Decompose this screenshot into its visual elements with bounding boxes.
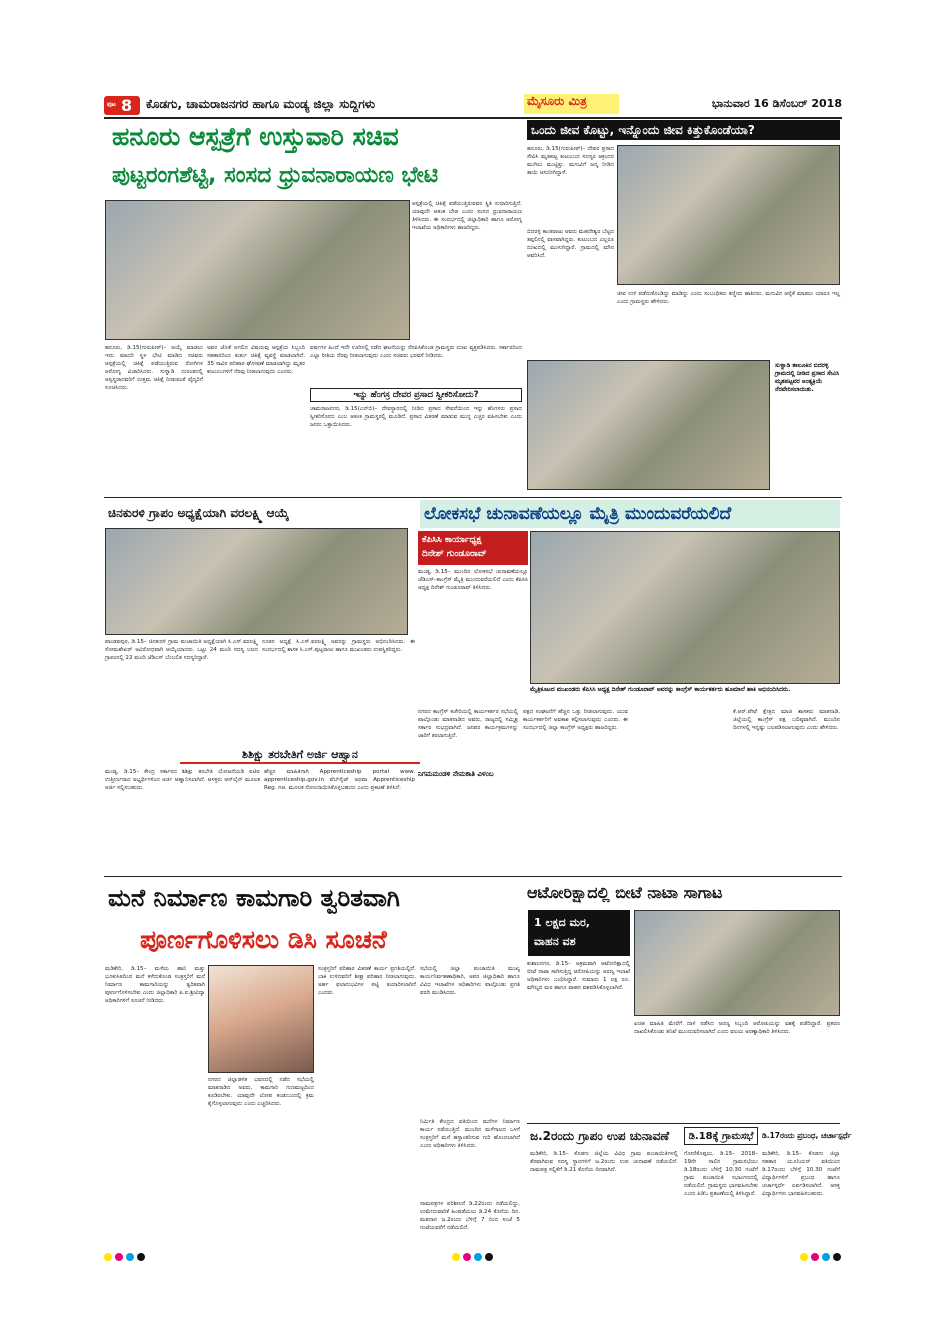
story2-body-col2: ಬಿದರಳ್ಳಿ ಕಾಂತರಾಜು ಅವರು ಮಹದೇಶ್ವರ ಬೆಟ್ಟದ ತಪ್ಪಲಿನಲ್ಲಿ ವಾಸವಾಗಿದ್ದರು. ಕುಟುಂಬದ ಎಲ್ಲರೂ ದುಃಖದಲ್ಲಿ ಮುಳುಗಿದ್ದಾರೆ. ಗ್ರಾಮದಲ್ಲಿ ಮೌನ ಆವರಿಸಿದೆ. <box>527 229 614 260</box>
story2-photo-mourning <box>617 145 840 285</box>
story5-body-col1: ಮಂಡ್ಯ, ಡಿ.15– ಕೇಂದ್ರ ಸರ್ಕಾರದ ಶಿಶಿಕ್ಷು ತರಬೇತಿ ಯೋಜನೆಯಡಿ ಐಟಿಐ ಉತ್ತೀರ್ಣರಾದ ಅಭ್ಯರ್ಥಿಗಳಿಂದ ಅರ್ಜಿ ಆಹ್ವಾನಿಸಲಾಗಿದೆ. ಆಸಕ್ತರು ಆನ್‌ಲೈನ್ ಮೂಲಕ ಅರ್ಜಿ ಸಲ್ಲಿಸಬಹುದು. <box>105 769 260 792</box>
page-header <box>104 94 842 117</box>
registration-dot-black <box>485 1253 493 1261</box>
story9-body: ಗೋಣಿಕೊಪ್ಪಲು, ಡಿ.15– 2018–19ನೇ ಸಾಲಿನ ಗ್ರಾಮಸಭೆಯು ಡಿ.18ರಂದು ಬೆಳಿಗ್ಗೆ 10.30 ಗಂಟೆಗೆ ಗ್ರಾಮ ಪಂಚಾಯಿತಿ ಸಭಾಂಗಣದಲ್ಲಿ ನಡೆಯಲಿದೆ. ಗ್ರಾಮಸ್ಥರು ಭಾಗವಹಿಸಬೇಕು ಎಂದು ಪಿಡಿಓ ಪ್ರಕಟಣೆಯಲ್ಲಿ ತಿಳಿಸಿದ್ದಾರೆ. <box>684 1151 758 1198</box>
registration-dot-cyan <box>822 1253 830 1261</box>
story7-headline: ಆಟೋರಿಕ್ಷಾದಲ್ಲಿ ಬೀಟೆ ನಾಟಾ ಸಾಗಾಟ <box>527 883 723 902</box>
story4-tag-line1: ಕೆಪಿಸಿಸಿ ಕಾರ್ಯಾಧ್ಯಕ್ಷ <box>422 535 482 545</box>
story1-photo <box>105 200 410 340</box>
story4-tag <box>418 531 528 565</box>
divider-row2 <box>104 876 842 877</box>
story4-body-col2: ನಗರದ ಕಾಂಗ್ರೆಸ್ ಕಚೇರಿಯಲ್ಲಿ ಕಾರ್ಯಕರ್ತರ ಸಭೆಯಲ್ಲಿ ಪಾಲ್ಗೊಂಡು ಮಾತನಾಡಿದ ಅವರು, ರಾಜ್ಯದಲ್ಲಿ ಸಮ್ಮಿಶ್ರ ಸರ್ಕಾರ ಸುಭದ್ರವಾಗಿದೆ. ಜನಪರ ಕಾರ್ಯಕ್ರಮಗಳನ್ನು ಜಾರಿಗೆ ತರಲಾಗುತ್ತಿದೆ. <box>418 709 518 740</box>
registration-dot-magenta <box>115 1253 123 1261</box>
issue-date: ಭಾನುವಾರ 16 ಡಿಸೆಂಬರ್ 2018 <box>711 97 842 110</box>
divider-row3 <box>527 1123 840 1124</box>
story4-headline: ಲೋಕಸಭೆ ಚುನಾವಣೆಯಲ್ಲೂ ಮೈತ್ರಿ ಮುಂದುವರೆಯಲಿದೆ <box>420 500 840 528</box>
registration-dot-yellow <box>104 1253 112 1261</box>
story3-body-col2: ನೂತನ ಅಧ್ಯಕ್ಷೆ ಸಿ.ಎಸ್.ವರಲಕ್ಷ್ಮಿ ಅವರನ್ನು ಗ್ರಾಮಸ್ಥರು ಅಭಿನಂದಿಸಿದರು. ಈ ಸಂದರ್ಭದಲ್ಲಿ ಶಾಸಕ ಸಿ.ಎಸ್.ಪುಟ್ಟರಾಜು ಹಾಗೂ ಮುಖಂಡರು ಉಪಸ್ಥಿತರಿದ್ದರು. <box>262 639 415 654</box>
story4-tag-line2: ದಿನೇಶ್ ಗುಂಡೂರಾವ್ <box>422 549 487 559</box>
page-number: 8 <box>121 96 133 115</box>
story6-headline-line1: ಮನೆ ನಿರ್ಮಾಣ ಕಾಮಗಾರಿ ತ್ವರಿತವಾಗಿ <box>108 884 400 912</box>
story10-headline: ಡಿ.17ರಂದು ಪ್ರಬಂಧ, ಚರ್ಚಾಸ್ಪರ್ಧೆ <box>762 1131 852 1140</box>
story6-body-col3: ಸಂತ್ರಸ್ತರಿಗೆ ಪರಿಹಾರ ವಿತರಣೆ ಕಾರ್ಯ ಪ್ರಗತಿಯಲ್ಲಿದೆ. ಬಾಕಿ ಉಳಿದವರಿಗೆ ಶೀಘ್ರ ಪರಿಹಾರ ನೀಡಲಾಗುವುದು. ಅರ್ಹ ಫಲಾನುಭವಿಗಳ ಪಟ್ಟಿ ತಯಾರಿಸಲಾಗಿದೆ ಎಂದರು. <box>318 966 416 997</box>
story4-sub-headline: ನಿಗಮಮಂಡಳಿ ನೇಮಕಾತಿ ವಿಳಂಬ <box>418 770 518 781</box>
registration-dot-magenta <box>463 1253 471 1261</box>
page-number-badge <box>104 96 140 115</box>
registration-dots-center <box>452 1246 512 1256</box>
story1-sub-body: ಚಾಮರಾಜನಗರ, ಡಿ.15(ಎನ್‌ಬಿ)– ದೇವಸ್ಥಾನದಲ್ಲಿ ನೀಡಿದ ಪ್ರಸಾದ ಸೇವನೆಯಿಂದ ಇನ್ನು ಹೆಂಗಸರು ಪ್ರಸಾದ ಸ್ವೀಕರಿಸೋದು ಎಂಬ ಆತಂಕ ಗ್ರಾಮಸ್ಥರಲ್ಲಿ ಮೂಡಿದೆ. ಪ್ರಸಾದ ವಿತರಣೆ ಮಾಡುವ ಮುನ್ನ ಎಚ್ಚರ ವಹಿಸಬೇಕು ಎಂದು ಜನರು ಒತ್ತಾಯಿಸಿದರು. <box>310 406 522 429</box>
story1-body-col4: ವರ್ಷಗಳ ಹಿಂದೆ ಇದೇ ಊರಿನಲ್ಲಿ ನಡೆದ ಘಟನೆಯನ್ನು ನೆನಪಿಸಿಕೊಂಡ ಗ್ರಾಮಸ್ಥರು ದುಃಖ ವ್ಯಕ್ತಪಡಿಸಿದರು. ಸರ್ಕಾರದಿಂದ ಎಲ್ಲಾ ರೀತಿಯ ನೆರವು ನೀಡಲಾಗುವುದು ಎಂದು ಸಚಿವರು ಭರವಸೆ ನೀಡಿದರು. <box>310 345 522 360</box>
story8-headline: ಜ.2ರಂದು ಗ್ರಾಪಂ ಉಪ ಚುನಾವಣೆ <box>530 1129 670 1143</box>
story8-body-col2: ನಾಮಪತ್ರಗಳ ಪರಿಶೀಲನೆ ಡಿ.22ರಂದು ನಡೆಯಲಿದ್ದು, ಉಮೇದುವಾರಿಕೆ ಹಿಂಪಡೆಯಲು ಡಿ.24 ಕೊನೆಯ ದಿನ. ಮತದಾನ ಜ.2ರಂದು ಬೆಳಿಗ್ಗೆ 7 ರಿಂದ ಸಂಜೆ 5 ಗಂಟೆಯವರೆಗೆ ನಡೆಯಲಿದೆ. <box>420 1200 520 1246</box>
story7-photo-seized-timber <box>634 910 840 1016</box>
story3-photo <box>105 528 408 635</box>
story3-body-col1: ಪಾಂಡವಪುರ, ಡಿ.15– ಚಿನಕುರಳಿ ಗ್ರಾಮ ಪಂಚಾಯಿತಿ ಅಧ್ಯಕ್ಷೆಯಾಗಿ ಸಿ.ಎಸ್.ವರಲಕ್ಷ್ಮಿ ಸೋಮಶೇಖರ್ ಅವಿರೋಧವಾಗಿ ಆಯ್ಕೆಯಾದರು. ಒಟ್ಟು 24 ಮಂದಿ ಸದಸ್ಯ ಬಲದ ಗ್ರಾಪಂನಲ್ಲಿ 22 ಮಂದಿ ಜೆಡಿಎಸ್ ಬೆಂಬಲಿತ ಸದಸ್ಯರಿದ್ದಾರೆ. <box>105 639 258 662</box>
registration-dot-black <box>137 1253 145 1261</box>
story1-sub-headline: ಇನ್ನು ಹೆಂಗಸ್ರ ದೇವರ ಪ್ರಸಾದ ಸ್ವೀಕರಿಸೋದು? <box>310 388 522 402</box>
registration-dot-black <box>833 1253 841 1261</box>
story6-body-col1: ಮಡಿಕೇರಿ, ಡಿ.15– ಮಳೆಯ ಹಾನಿ ಮತ್ತು ಭೂಕುಸಿತದಿಂದ ಮನೆ ಕಳೆದುಕೊಂಡ ಸಂತ್ರಸ್ತರಿಗೆ ಮನೆ ನಿರ್ಮಾಣ ಕಾಮಗಾರಿಯನ್ನು ತ್ವರಿತವಾಗಿ ಪೂರ್ಣಗೊಳಿಸಬೇಕು ಎಂದು ಜಿಲ್ಲಾಧಿಕಾರಿ ಪಿ.ಐ.ಶ್ರೀವಿದ್ಯಾ ಅಧಿಕಾರಿಗಳಿಗೆ ಸೂಚನೆ ನೀಡಿದರು. <box>105 966 205 1005</box>
story6-body-col5: ನಿರ್ಮಿತಿ ಕೇಂದ್ರದ ವತಿಯಿಂದ ಮನೆಗಳ ನಿರ್ಮಾಣ ಕಾರ್ಯ ನಡೆಯುತ್ತಿದೆ. ಮುಂದಿನ ಮಳೆಗಾಲದ ಒಳಗೆ ಸಂತ್ರಸ್ತರಿಗೆ ಮನೆ ಹಸ್ತಾಂತರಿಸುವ ಗುರಿ ಹೊಂದಲಾಗಿದೆ ಎಂದು ಅಧಿಕಾರಿಗಳು ತಿಳಿಸಿದರು. <box>420 1119 520 1150</box>
story6-body-col2: ನಗರದ ಜಿಲ್ಲಾಡಳಿತ ಭವನದಲ್ಲಿ ನಡೆದ ಸಭೆಯಲ್ಲಿ ಮಾತನಾಡಿದ ಅವರು, ಕಾಮಗಾರಿ ಗುಣಮಟ್ಟದಿಂದ ಕೂಡಿರಬೇಕು. ಯಾವುದೇ ಲೋಪ ಕಂಡುಬಂದಲ್ಲಿ ಕ್ರಮ ಕೈಗೊಳ್ಳಲಾಗುವುದು ಎಂದು ಎಚ್ಚರಿಸಿದರು. <box>208 1077 314 1108</box>
story2-headline: ಒಂದು ಜೀವ ಕೊಟ್ಟು, ಇನ್ನೊಂದು ಜೀವ ಕಿತ್ತುಕೊಂಡೆಯಾ? <box>527 120 840 140</box>
story4-photo <box>530 531 840 684</box>
paper-name-logo: ಮೈಸೂರು ಮಿತ್ರ <box>524 94 619 114</box>
story5-body-col2: ಹೆಚ್ಚಿನ ಮಾಹಿತಿಗಾಗಿ Apprenticeship portal www. apprenticeship.gov.in ವೆಬ್‌ಸೈಟ್ ಅಥವಾ Apprenticeship Reg. no. ಮೂಲಕ ನೋಂದಾಯಿಸಿಕೊಳ್ಳಬಹುದು ಎಂದು ಪ್ರಕಟಣೆ ತಿಳಿಸಿದೆ. <box>264 769 415 792</box>
story1-body-col3: ಆಸ್ಪತ್ರೆಯಲ್ಲಿ ಚಿಕಿತ್ಸೆ ಪಡೆಯುತ್ತಿರುವವರ ಸ್ಥಿತಿ ಸುಧಾರಿಸುತ್ತಿದೆ. ಯಾವುದೇ ಆತಂಕ ಬೇಡ ಎಂದು ಸಂಸದ ಧ್ರುವನಾರಾಯಣ ತಿಳಿಸಿದರು. ಈ ಸಂದರ್ಭದಲ್ಲಿ ಜಿಲ್ಲಾಧಿಕಾರಿ ಹಾಗೂ ಆರೋಗ್ಯ ಇಲಾಖೆಯ ಅಧಿಕಾರಿಗಳು ಹಾಜರಿದ್ದರು. <box>412 201 522 232</box>
story4-body-col3: ಪಕ್ಷದ ಸಂಘಟನೆಗೆ ಹೆಚ್ಚಿನ ಒತ್ತು ನೀಡಲಾಗುವುದು. ಯುವ ಕಾರ್ಯಕರ್ತರಿಗೆ ಅವಕಾಶ ಕಲ್ಪಿಸಲಾಗುವುದು ಎಂದರು. ಈ ಸಂದರ್ಭದಲ್ಲಿ ಜಿಲ್ಲಾ ಕಾಂಗ್ರೆಸ್ ಅಧ್ಯಕ್ಷರು ಹಾಜರಿದ್ದರು. <box>523 709 628 732</box>
story7-tag-line2: ವಾಹನ ವಶ <box>534 935 576 948</box>
story6-body-col4: ಸಭೆಯಲ್ಲಿ ಜಿಲ್ಲಾ ಪಂಚಾಯಿತಿ ಮುಖ್ಯ ಕಾರ್ಯನಿರ್ವಹಣಾಧಿಕಾರಿ, ಅಪರ ಜಿಲ್ಲಾಧಿಕಾರಿ ಹಾಗೂ ವಿವಿಧ ಇಲಾಖೆಗಳ ಅಧಿಕಾರಿಗಳು ಪಾಲ್ಗೊಂಡು ಪ್ರಗತಿ ವರದಿ ಮಂಡಿಸಿದರು. <box>420 966 520 997</box>
registration-dot-yellow <box>800 1253 808 1261</box>
story2-body-col1: ಹನೂರು, ಡಿ.15(ಗುರುಪೀಠ್‌)– ದೇವರ ಪ್ರಸಾದ ಸೇವಿಸಿ ಮೃತಪಟ್ಟ ಕುಟುಂಬದ ಸದಸ್ಯರ ಆಕ್ರಂದನ ಮುಗಿಲು ಮುಟ್ಟಿತ್ತು. ಮಗುವಿಗೆ ಜನ್ಮ ನೀಡಿದ ತಾಯಿ ಅಸುನೀಗಿದ್ದಾಳೆ. <box>527 146 614 177</box>
story1-headline-line1: ಹನೂರು ಆಸ್ಪತ್ರೆಗೆ ಉಸ್ತುವಾರಿ ಸಚಿವ <box>112 122 399 151</box>
story8-body-col1: ಮಡಿಕೇರಿ, ಡಿ.15– ಕೊಡಗು ಜಿಲ್ಲೆಯ ವಿವಿಧ ಗ್ರಾಮ ಪಂಚಾಯಿತಿಗಳಲ್ಲಿ ತೆರವಾಗಿರುವ ಸದಸ್ಯ ಸ್ಥಾನಗಳಿಗೆ ಜ.2ರಂದು ಉಪ ಚುನಾವಣೆ ನಡೆಯಲಿದೆ. ನಾಮಪತ್ರ ಸಲ್ಲಿಕೆಗೆ ಡಿ.21 ಕೊನೆಯ ದಿನವಾಗಿದೆ. <box>530 1151 678 1174</box>
story1-body-col2: ಅವರ ಜೊತೆ ಅಗಲಿದ ವಿಷಯವು ಆಸ್ಪತ್ರೆಯ ಸಿಬ್ಬಂದಿ ಸಹಕಾರದಿಂದ ತುರ್ತು ಚಿಕಿತ್ಸೆ ವ್ಯವಸ್ಥೆ ಮಾಡಲಾಗಿದೆ. 35 ಸಾವಿರ ಪರಿಹಾರ ಘೋಷಣೆ ಮಾಡಲಾಗಿದ್ದು ಮೃತರ ಕುಟುಂಬಗಳಿಗೆ ನೆರವು ನೀಡಲಾಗುವುದು ಎಂದರು. <box>207 345 305 376</box>
registration-dot-cyan <box>474 1253 482 1261</box>
section-title: ಕೊಡಗು, ಚಾಮರಾಜನಗರ ಹಾಗೂ ಮಂಡ್ಯ ಜಿಲ್ಲಾ ಸುದ್ದಿಗಳು <box>146 97 376 111</box>
registration-dot-magenta <box>811 1253 819 1261</box>
story1-headline-line2: ಪುಟ್ಟರಂಗಶೆಟ್ಟಿ, ಸಂಸದ ಧ್ರುವನಾರಾಯಣ ಭೇಟಿ <box>112 163 439 188</box>
registration-dots-left <box>104 1246 164 1256</box>
story2-photo-cremation <box>527 360 770 490</box>
story6-headline-line2: ಪೂರ್ಣಗೊಳಿಸಲು ಡಿಸಿ ಸೂಚನೆ <box>140 925 387 954</box>
registration-dot-cyan <box>126 1253 134 1261</box>
story4-photo-caption: ಮೈತ್ರಿಕೂಟದ ಮುಖಂಡರು ಕೆಪಿಸಿಸಿ ಅಧ್ಯಕ್ಷ ದಿನೇಶ್ ಗುಂಡೂರಾವ್ ಅವರನ್ನು ಕಾಂಗ್ರೆಸ್ ಕಾರ್ಯಕರ್ತರು ಹೂಮಾಲೆ ಹಾಕಿ ಅಭಿನಂದಿಸಿದರು. <box>530 686 791 693</box>
story10-body: ಮಡಿಕೇರಿ, ಡಿ.15– ಕೊಡಗು ಜಿಲ್ಲಾ ಸಹಕಾರ ಯೂನಿಯನ್ ವತಿಯಿಂದ ಡಿ.17ರಂದು ಬೆಳಿಗ್ಗೆ 10.30 ಗಂಟೆಗೆ ವಿದ್ಯಾರ್ಥಿಗಳಿಗೆ ಪ್ರಬಂಧ ಹಾಗೂ ಚರ್ಚಾಸ್ಪರ್ಧೆ ಏರ್ಪಡಿಸಲಾಗಿದೆ. ಆಸಕ್ತ ವಿದ್ಯಾರ್ಥಿಗಳು ಭಾಗವಹಿಸಬಹುದು. <box>762 1151 840 1198</box>
registration-dots-right <box>800 1246 844 1256</box>
story4-body-col1: ಮಂಡ್ಯ, ಡಿ.15– ಮುಂದಿನ ಲೋಕಸಭೆ ಚುನಾವಣೆಯಲ್ಲೂ ಜೆಡಿಎಸ್–ಕಾಂಗ್ರೆಸ್ ಮೈತ್ರಿ ಮುಂದುವರೆಯಲಿದೆ ಎಂದು ಕೆಪಿಸಿಸಿ ಅಧ್ಯಕ್ಷ ದಿನೇಶ್ ಗುಂಡೂರಾವ್ ತಿಳಿಸಿದರು. <box>418 569 528 592</box>
page-label: ಪುಟ <box>107 101 116 108</box>
story6-photo-dc <box>208 965 314 1073</box>
story1-body-col1: ಹನೂರು, ಡಿ.15(ಗುರುಪೀಠ್‌)– ಆಯ್ಕೆ ಮಾಡಲು ಇದು ಮಾದರಿ ಸ್ಥಳ ಭೇಟಿ ಮಾಡಿದ ಸಚಿವರು ಆಸ್ಪತ್ರೆಯಲ್ಲಿ ಚಿಕಿತ್ಸೆ ಪಡೆಯುತ್ತಿರುವ ರೋಗಿಗಳ ಆರೋಗ್ಯ ವಿಚಾರಿಸಿದರು. ಸುಳ್ವಾಡಿ ದುರಂತದಲ್ಲಿ ಅಸ್ವಸ್ಥರಾದವರಿಗೆ ಉತ್ತಮ ಚಿಕಿತ್ಸೆ ನೀಡುವಂತೆ ವೈದ್ಯರಿಗೆ ಸೂಚಿಸಿದರು. <box>105 345 203 392</box>
header-rule <box>104 117 842 119</box>
story3-headline: ಚಿನಕುರಳಿ ಗ್ರಾಪಂ ಅಧ್ಯಕ್ಷೆಯಾಗಿ ವರಲಕ್ಷ್ಮಿ ಆಯ್ಕೆ <box>108 506 289 520</box>
divider-row1 <box>104 497 842 498</box>
story7-tag-line1: 1 ಲಕ್ಷದ ಮರ, <box>534 916 590 929</box>
story5-headline: ಶಿಶಿಕ್ಷು ತರಬೇತಿಗೆ ಅರ್ಜಿ ಆಹ್ವಾನ <box>180 748 420 764</box>
story7-tag <box>528 910 630 956</box>
story9-headline: ಡಿ.18ಕ್ಕೆ ಗ್ರಾಮಸಭೆ <box>684 1127 758 1145</box>
story2-body-col3: ಜೀವ ಉಳಿ ಪಡೆದುಕೊಂಡಿದ್ದು ಮಾಡಿದ್ದು ಎಂದು ಸಂಬಂಧಿಕರು ಕಣ್ಣೀರು ಹಾಕಿದರು. ಮಗುವಿನ ಆರೈಕೆ ಮಾಡಲು ಯಾರೂ ಇಲ್ಲ ಎಂದು ಗ್ರಾಮಸ್ಥರು ಹೇಳಿದರು. <box>617 291 840 306</box>
story4-body-col4: ಕೆ.ಆರ್.ಪೇಟೆ ಕ್ಷೇತ್ರದ ಮಾಜಿ ಶಾಸಕರು ಮಾತನಾಡಿ, ಜಿಲ್ಲೆಯಲ್ಲಿ ಕಾಂಗ್ರೆಸ್ ಪಕ್ಷ ಬಲಿಷ್ಠವಾಗಿದೆ. ಮುಂದಿನ ದಿನಗಳಲ್ಲಿ ಇನ್ನಷ್ಟು ಬಲಪಡಿಸಲಾಗುವುದು ಎಂದು ಹೇಳಿದರು. <box>733 709 840 732</box>
story2-photo-caption: ಸುಳ್ವಾಡಿ ತಾಲೂಕಿನ ಬಿದರಳ್ಳಿ ಗ್ರಾಮದಲ್ಲಿ ನೀಡಿದ ಪ್ರಸಾದ ಸೇವಿಸಿ ಮೃತಪಟ್ಟವರ ಅಂತ್ಯಕ್ರಿಯೆ ನೆರವೇರಿಸಲಾಯಿತು. <box>775 362 840 393</box>
story7-body-col2: ಖಚಿತ ಮಾಹಿತಿ ಮೇರೆಗೆ ದಾಳಿ ನಡೆಸಿದ ಅರಣ್ಯ ಸಿಬ್ಬಂದಿ ಆರೋಪಿಯನ್ನು ವಶಕ್ಕೆ ಪಡೆದಿದ್ದಾರೆ. ಪ್ರಕರಣ ದಾಖಲಿಸಿಕೊಂಡು ತನಿಖೆ ಮುಂದುವರಿಸಲಾಗಿದೆ ಎಂದು ವಲಯ ಅರಣ್ಯಾಧಿಕಾರಿ ತಿಳಿಸಿದರು. <box>634 1021 840 1036</box>
story7-body-col1: ಕುಶಾಲನಗರ, ಡಿ.15– ಅಕ್ರಮವಾಗಿ ಆಟೋರಿಕ್ಷಾದಲ್ಲಿ ಬೀಟೆ ನಾಟಾ ಸಾಗಿಸುತ್ತಿದ್ದ ಆರೋಪಿಯನ್ನು ಅರಣ್ಯ ಇಲಾಖೆ ಅಧಿಕಾರಿಗಳು ಬಂಧಿಸಿದ್ದಾರೆ. ಸುಮಾರು 1 ಲಕ್ಷ ರೂ. ಮೌಲ್ಯದ ಮರ ಹಾಗೂ ವಾಹನ ವಶಪಡಿಸಿಕೊಳ್ಳಲಾಗಿದೆ. <box>527 961 630 992</box>
registration-dot-yellow <box>452 1253 460 1261</box>
